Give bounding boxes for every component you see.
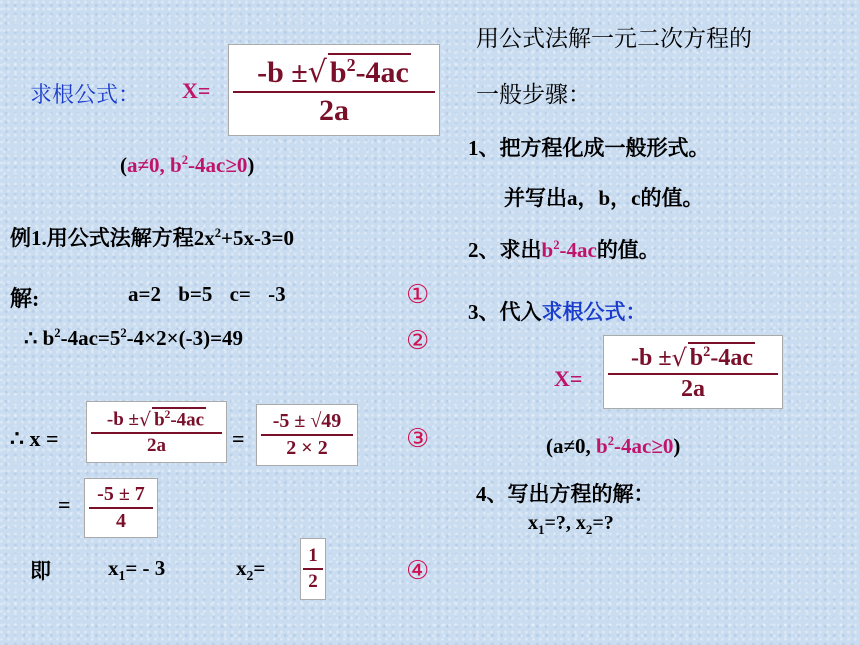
- fraction-5pm7: [84, 478, 158, 538]
- formula-b: b: [329, 55, 347, 89]
- frac2-den: 2 × 2: [286, 437, 328, 459]
- frac3-den: 4: [116, 510, 126, 532]
- formula-label: 求根公式：: [30, 82, 141, 107]
- x2-result: $x_2=$: [236, 556, 266, 584]
- formula-small: -b ± √ $b^2-4ac$ 2a: [86, 401, 227, 463]
- marker-3: ③: [406, 424, 430, 454]
- condition-right: (a≠0, $b^2-4ac\ge 0$): [546, 434, 681, 458]
- formula-denominator: 2a: [319, 93, 349, 127]
- x1-result: $x_1= - 3$: [108, 556, 166, 584]
- step-1b: 并写出a，b，c的值。: [504, 186, 704, 210]
- step-2-disc: $b^2-4ac$: [541, 238, 597, 262]
- frac2-num: -5 ± √49: [272, 410, 342, 432]
- ji-label: 即: [30, 559, 51, 583]
- marker-4: ④: [406, 556, 430, 586]
- formula-numerator-prefix: -b ±: [257, 55, 308, 89]
- step-3: 3、代入求根公式：: [468, 300, 647, 324]
- coefficients: a=2 b=5 c= -3: [128, 282, 286, 306]
- marker-1: ①: [406, 280, 430, 310]
- frac3-num: -5 ± 7: [97, 483, 145, 505]
- condition-a: a≠0,: [127, 153, 165, 177]
- condition-disc: $b^2-4ac\ge 0$: [170, 153, 248, 177]
- fraction-sqrt49: [256, 404, 358, 466]
- step-2: 2、求出$b^2-4ac$的值。: [468, 238, 660, 262]
- step-3-formula-label: 求根公式：: [541, 300, 647, 324]
- equals-1: =: [232, 426, 245, 451]
- quadratic-formula: [228, 44, 440, 136]
- formula-4ac: -4ac: [355, 55, 409, 89]
- marker-2: ②: [406, 326, 430, 356]
- steps-title-2: 一般步骤：: [476, 82, 591, 107]
- fraction-half: 1 2: [300, 538, 326, 600]
- step-4b: $x_1=$?, $x_2=$?: [528, 512, 614, 537]
- fraction-bar: [233, 91, 435, 93]
- formula-exp: 2: [346, 54, 356, 75]
- step-4: 4、写出方程的解：: [476, 482, 655, 506]
- step-1: 1、把方程化成一般形式。: [468, 136, 710, 160]
- steps-title-1: 用公式法解一元二次方程的: [476, 26, 752, 51]
- solution-label: 解:: [10, 286, 40, 311]
- discriminant-line: ∴ $b^2-4ac=5^2-4\times 2\times(-3)=49$: [24, 326, 244, 350]
- condition: (a≠0, $b^2-4ac\ge 0$): [120, 153, 255, 177]
- therefore-x: ∴ x =: [10, 426, 59, 451]
- sqrt-icon: √: [307, 54, 327, 90]
- equals-2: =: [58, 492, 71, 517]
- x-equals: X=: [182, 78, 211, 103]
- example-title: 例1.用公式法解方程$2x^2+5x-3=0$: [10, 226, 294, 250]
- step-3-x-equals: X=: [554, 366, 583, 391]
- quadratic-formula-right: -b ± √ $b^2-4ac$ 2a: [603, 335, 783, 409]
